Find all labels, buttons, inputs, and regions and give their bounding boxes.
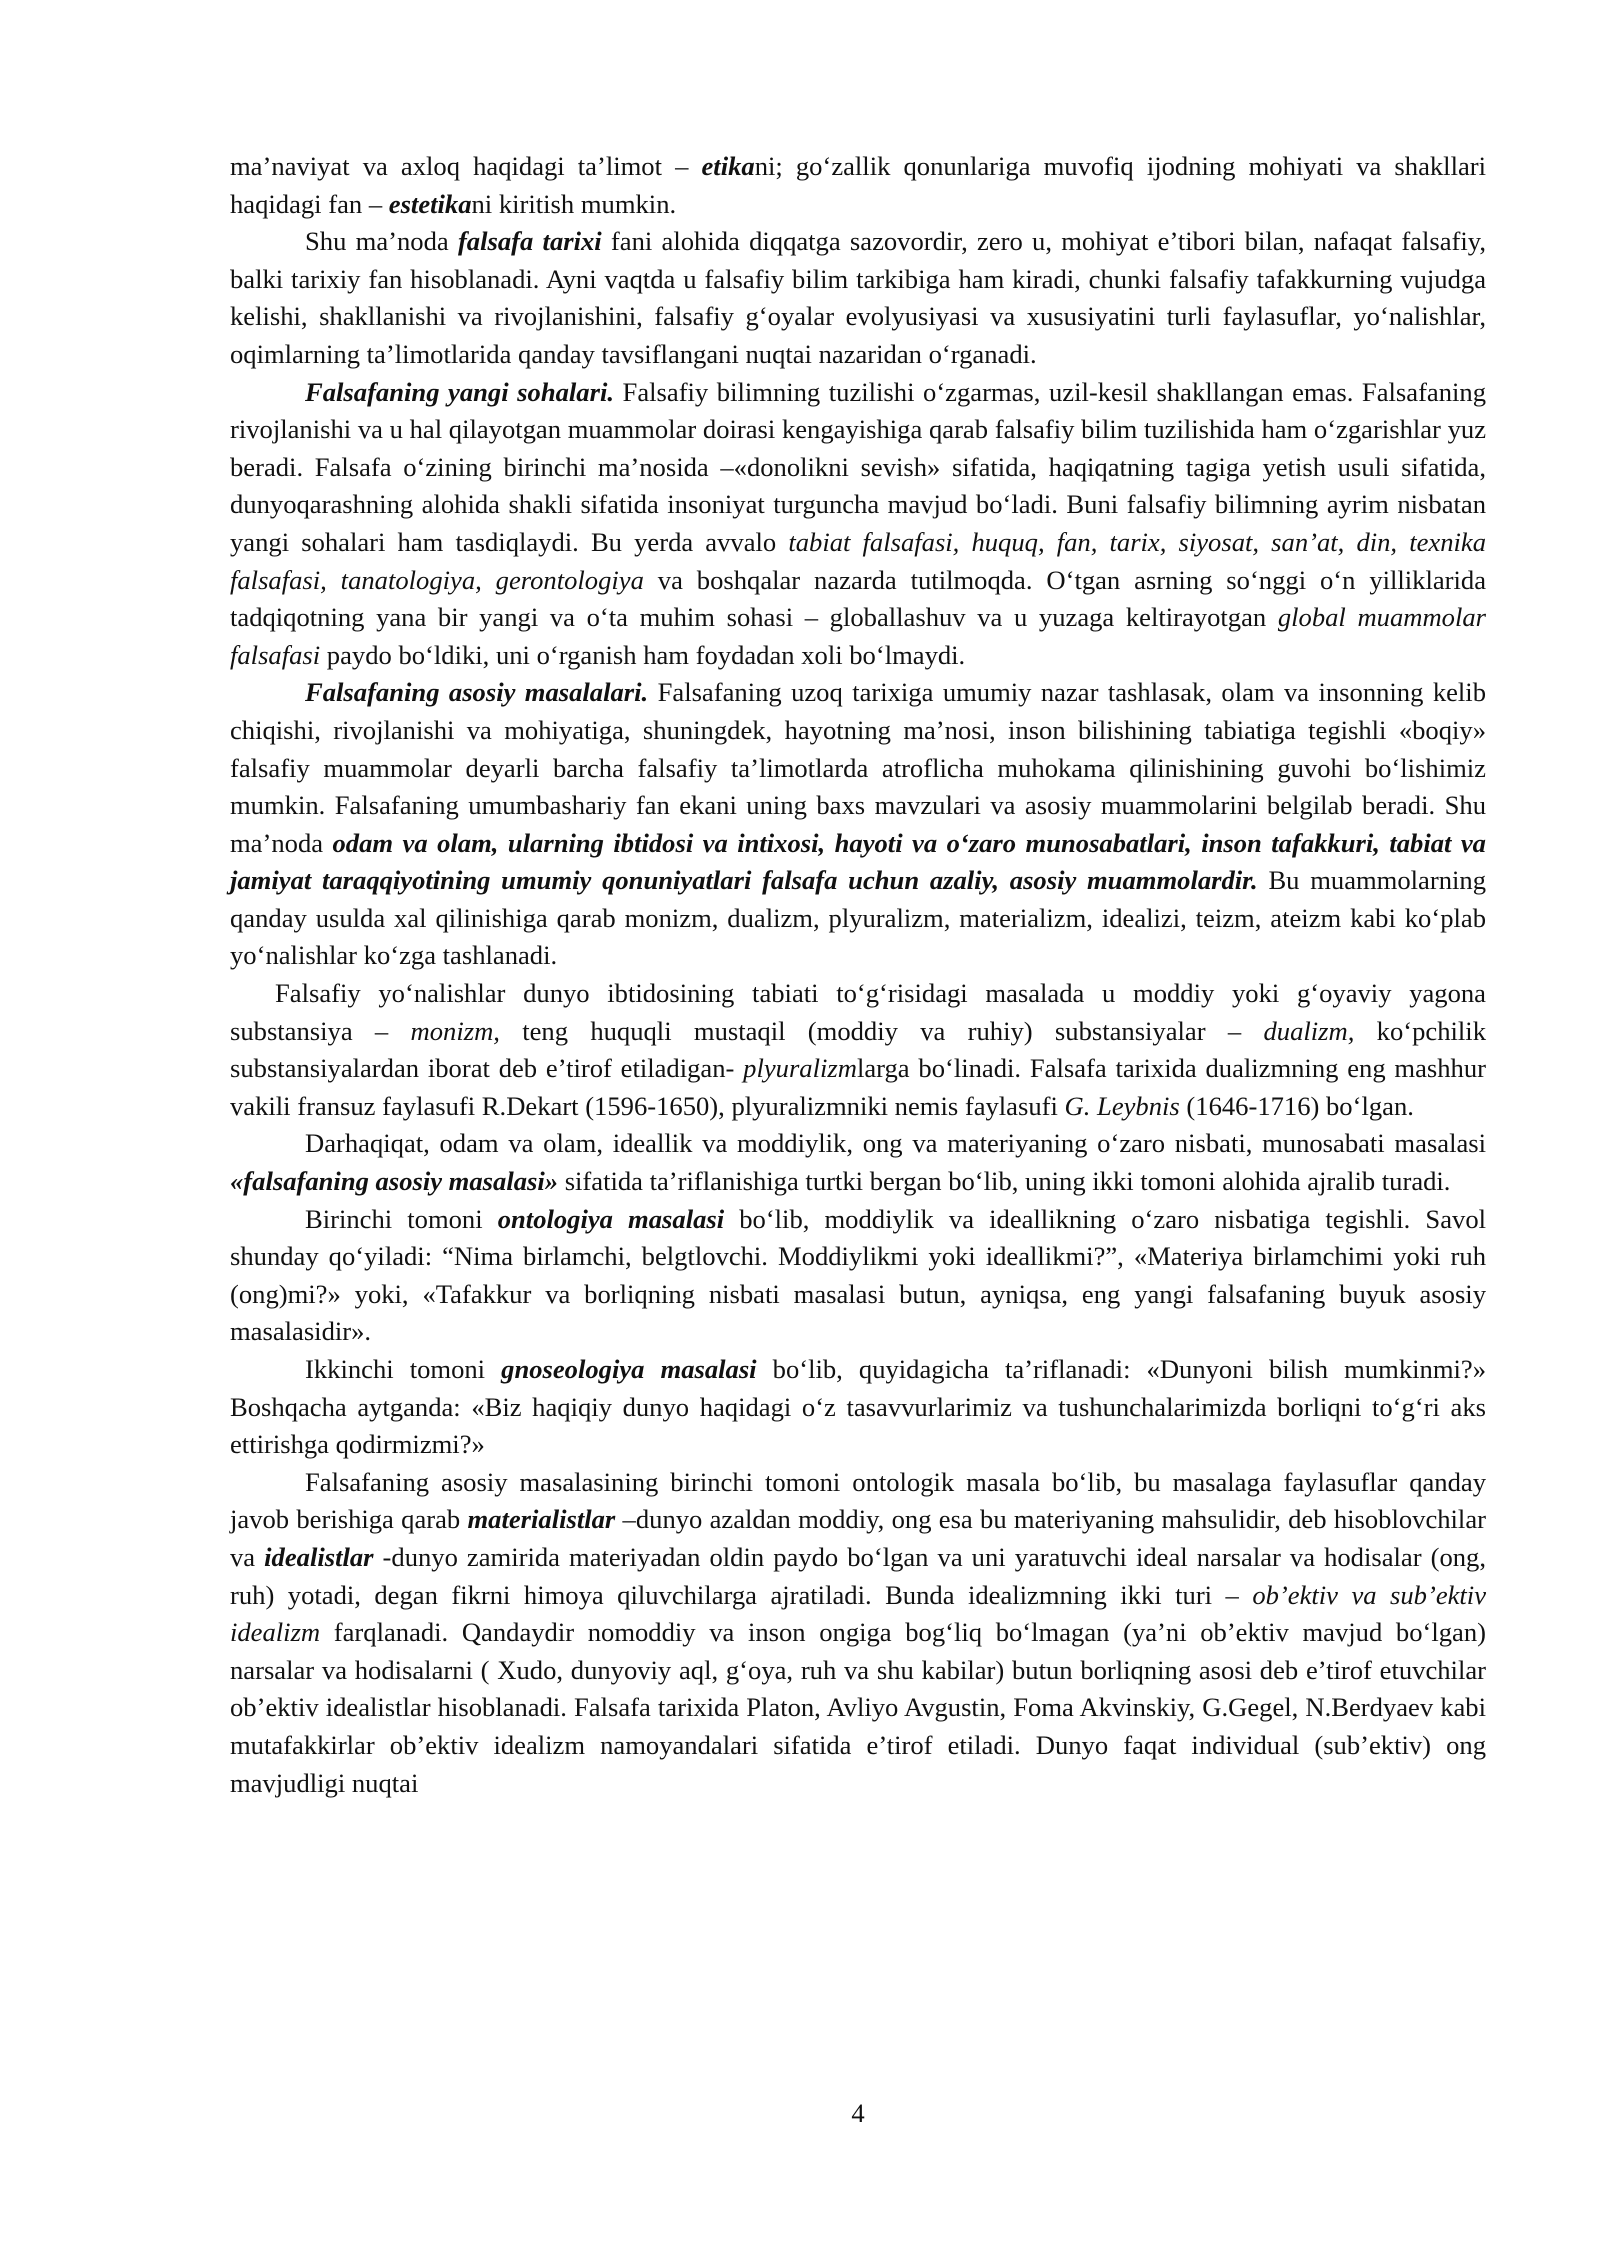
text-run: bo‘lib, quyidagicha ta’riflanadi: «Dunyoni bilish mumkinmi?» Boshqacha aytganda: «Biz haqiqiy dunyo haqidagi o‘z tasavvurlarimiz va tushunchalarimizda borliqni to‘g‘ri aks ettirishga qodirmizmi?» [230,1354,1486,1460]
italic-text: ob’ektiv va sub’ektiv idealizm [230,1579,1487,1648]
paragraph [230,374,1486,675]
page-number: 4 [851,2098,865,2128]
bold-italic-text: materialistlar [467,1504,616,1535]
bold-italic-text: etika [701,151,755,181]
bold-italic-text: falsafa tarixi [457,226,602,257]
paragraph [230,975,1486,1125]
italic-text: tabiat falsafasi, huquq, fan, tarix, siyosat, san’at, din, texnika falsafasi, tanatologiya, gerontologiya [230,526,1486,595]
text-run: -dunyo zamirida materiyadan oldin paydo bo‘lgan va uni yaratuvchi ideal narsalar va hodisalar (ong, ruh) yotadi, degan fikrni himoya qiluvchilarga ajratiladi. Bunda idealizmning ikki turi – [230,1541,1486,1610]
text-run: Bu muammolarning qanday usulda xal qilinishiga qarab monizm, dualizm, plyuralizm, materializm, idealizi, teizm, ateizm kabi ko‘plab yo‘nalishlar ko‘zga tashlanadi. [230,865,1486,971]
italic-text: monizm, [410,1015,500,1046]
text-run: (1646-1716) bo‘lgan. [1179,1090,1414,1121]
bold-italic-text: odam va olam, ularning ibtidosi va intixosi, hayoti va o‘zaro munosabatlari, inson tafakkuri, tabiat va jamiyat taraqqiyotining umumiy qonuniyatlari falsafa uchun azaliy, asosiy muammolardir. [230,827,1486,896]
paragraph [230,674,1486,975]
text-run: bo‘lib, moddiylik va ideallikning o‘zaro nisbatiga tegishli. Savol shunday qo‘yiladi: “Nima birlamchi, belgtlovchi. Moddiylikmi yoki ideallikmi?”, «Materiya birlamchimi yoki ruh (ong)mi?» yoki, «Tafakkur va borliqning nisbati masalasi butun, ayniqsa, eng yangi falsafaning buyuk asosiy masalasidir». [230,1203,1487,1347]
text-run: Ikkinchi tomoni [305,1354,502,1384]
text-run: va boshqalar nazarda tutilmoqda. O‘tgan asrning so‘nggi o‘n yilliklarida tadqiqotning yana bir yangi va o‘ta muhim sohasi – globallashuv va u yuzaga keltirayotgan [230,564,1487,633]
bold-italic-text: idealistlar [264,1541,374,1572]
text-run: Falsafaning uzoq tarixiga umumiy nazar tashlasak, olam va insonning kelib chiqishi, rivojlanishi va mohiyatiga, shuningdek, hayotning ma’nosi, inson bilishining tabiatiga tegishli «boqiy» falsafiy muammolar deyarli barcha falsafiy ta’limotlarda atroflicha muhokama qilinishining guvohi bo‘lishimiz mumkin. Falsafaning umumbashariy fan ekani uning baxs mavzulari va asosiy muammolarini belgilab beradi. Shu ma’noda [230,677,1486,858]
body-text [230,148,1486,1802]
paragraph [230,1201,1486,1351]
text-run: larga bo‘linadi. Falsafa tarixida dualizmning eng mashhur vakili fransuz faylasufi R.Dekart (1596-1650), plyuralizmniki nemis faylasufi [230,1053,1486,1121]
text-run: Falsafiy bilimning tuzilishi o‘zgarmas, uzil-kesil shakllangan emas. Falsafaning rivojlanishi va u hal qilayotgan muammolar doirasi kengayishiga qarab falsafiy bilim tuzilishida ham o‘zgarishlar yuz beradi. Falsafa o‘zining birinchi ma’nosida –«donolikni sevish» sifatida, haqiqatning tagiga yetish usuli sifatida, dunyoqarashning alohida shakli sifatida insoniyat turguncha mavjud bo‘ladi. Buni falsafiy bilimning ayrim nisbatan yangi sohalari ham tasdiqlaydi. Bu yerda avvalo [230,376,1487,557]
text-run: farqlanadi. Qandaydir nomoddiy va inson ongiga bog‘liq bo‘lmagan (ya’ni ob’ektiv mavjud bo‘lgan) narsalar va hodisalarni ( Xudo, dunyoviy aql, g‘oya, ruh va shu kabilar) butun borliqning asosi deb e’tirof etuvchilar ob’ektiv idealistlar hisoblanadi. Falsafa tarixida Platon, Avliyo Avgustin, Foma Akvinskiy, G.Gegel, N.Berdyaev kabi mutafakkirlar ob’ektiv idealizm namoyandalari sifatida e’tirof etiladi. Dunyo faqat individual (sub’ektiv) ong mavjudligi nuqtai [230,1617,1486,1798]
text-run: –dunyo azaldan moddiy, ong esa bu materiyaning mahsulidir, deb hisoblovchilar va [230,1504,1486,1572]
text-run: sifatida ta’riflanishiga turtki bergan bo‘lib, uning ikki tomoni alohida ajralib turadi. [558,1166,1451,1197]
bold-italic-text: Falsafaning yangi sohalari. [305,376,614,407]
text-run: fani alohida diqqatga sazovordir, zero u, mohiyat e’tibori bilan, nafaqat falsafiy, balki tarixiy fan hisoblanadi. Ayni vaqtda u falsafiy bilim tarkibiga ham kiradi, chunki falsafiy tafakkurning vujudga kelishi, shakllanishi va rivojlanishini, falsafiy g‘oyalar evolyusiyasi va xususiyatini turli faylasuflar, yo‘nalishlar, oqimlarning ta’limotlarida qanday tavsiflangani nuqtai nazaridan o‘rganadi. [230,226,1486,369]
text-run: Falsafaning asosiy masalasining birinchi tomoni ontologik masala bo‘lib, bu masalaga faylasuflar qanday javob berishiga qarab [230,1466,1486,1535]
paragraph [230,223,1486,373]
italic-text: plyuralizm [743,1053,857,1084]
text-run: teng huquqli mustaqil (moddiy va ruhiy) substansiyalar – [499,1015,1264,1046]
bold-italic-text: Falsafaning asosiy masalalari. [305,677,649,708]
italic-text: G. Leybnis [1064,1090,1180,1121]
paragraph [230,1125,1486,1200]
text-run: ko‘pchilik substansiyalardan iborat deb e’tirof etiladigan- [230,1015,1486,1084]
paragraph [230,1464,1486,1802]
text-run: ma’naviyat va axloq haqidagi ta’limot – [230,151,702,181]
text-run: Shu ma’noda [305,226,458,257]
bold-italic-text: ontologiya masalasi [497,1203,725,1234]
text-run: ni; go‘zallik qonunlariga muvofiq ijodning mohiyati va shakllari haqidagi fan – [230,151,1487,219]
text-run: Birinchi tomoni [305,1203,498,1234]
text-run: ni kiritish mumkin. [471,188,677,219]
text-run: Darhaqiqat, odam va olam, ideallik va moddiylik, ong va materiyaning o‘zaro nisbati, munosabati masalasi [305,1128,1486,1159]
italic-text: dualizm, [1263,1015,1355,1046]
paragraph [230,1351,1486,1464]
bold-italic-text: gnoseologiya masalasi [501,1354,757,1384]
text-run: paydo bo‘ldiki, uni o‘rganish ham foydadan xoli bo‘lmaydi. [320,639,966,670]
text-run: Falsafiy yo‘nalishlar dunyo ibtidosining tabiati to‘g‘risidagi masalada u moddiy yoki g‘oyaviy yagona substansiya – [230,978,1486,1046]
italic-text: global muammolar falsafasi [230,602,1486,670]
bold-italic-text: estetika [388,188,472,219]
paragraph [230,148,1486,223]
bold-italic-text: «falsafaning asosiy masalasi» [230,1166,559,1197]
